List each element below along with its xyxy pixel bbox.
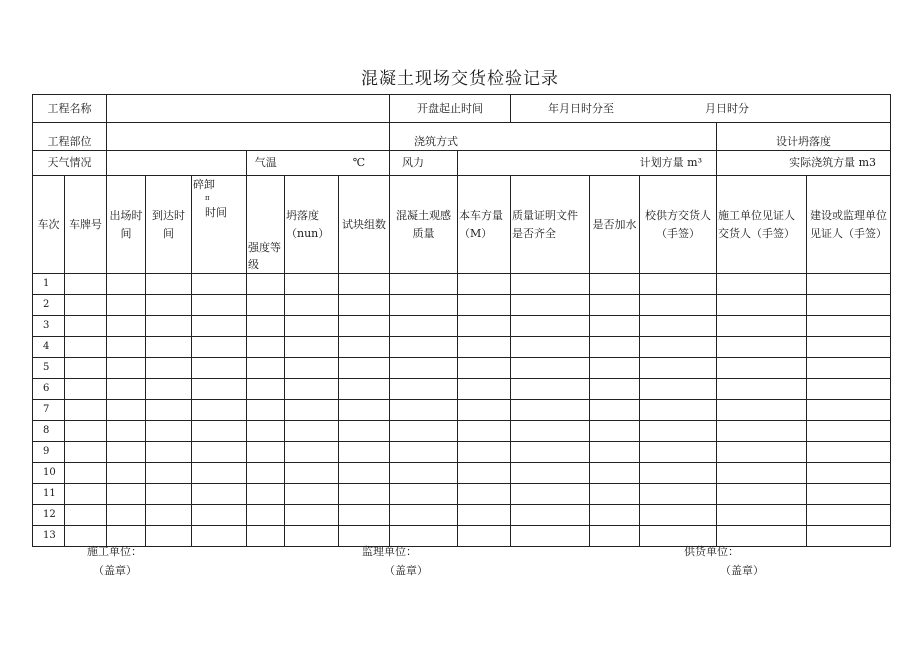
pour-method-label: 浇筑方式: [390, 123, 717, 151]
table-cell[interactable]: [146, 274, 192, 295]
col-test-groups: 试块组数: [339, 176, 390, 274]
table-cell[interactable]: [640, 295, 717, 316]
info-row-part: [33, 123, 891, 151]
table-cell[interactable]: [511, 358, 590, 379]
table-cell[interactable]: [390, 358, 458, 379]
table-cell[interactable]: [339, 400, 390, 421]
table-row: [33, 484, 891, 505]
col-unload-line3: 时间: [205, 205, 227, 219]
table-cell[interactable]: [107, 379, 146, 400]
table-row: [33, 505, 891, 526]
table-cell[interactable]: [807, 379, 891, 400]
table-cell[interactable]: [192, 421, 247, 442]
table-cell[interactable]: [107, 442, 146, 463]
table-cell[interactable]: [640, 274, 717, 295]
table-cell[interactable]: [590, 295, 640, 316]
table-cell[interactable]: [458, 526, 511, 547]
table-row: [33, 463, 891, 484]
table-cell[interactable]: [146, 526, 192, 547]
table-cell[interactable]: [285, 505, 339, 526]
table-cell[interactable]: [717, 463, 807, 484]
table-cell[interactable]: [65, 400, 107, 421]
table-cell[interactable]: [107, 484, 146, 505]
table-cell[interactable]: [285, 484, 339, 505]
table-cell[interactable]: [339, 505, 390, 526]
row-number: 4: [33, 337, 65, 358]
table-cell[interactable]: [590, 526, 640, 547]
table-cell[interactable]: [390, 400, 458, 421]
footer-construction-unit: 施工单位：: [87, 545, 142, 558]
footer-construction-seal: （盖章）: [93, 564, 137, 577]
table-cell[interactable]: [107, 400, 146, 421]
table-cell[interactable]: [247, 337, 285, 358]
table-cell[interactable]: [458, 316, 511, 337]
col-truck-volume: 本车方量（M）: [458, 176, 511, 274]
table-cell[interactable]: [146, 337, 192, 358]
table-cell[interactable]: [247, 442, 285, 463]
table-cell[interactable]: [192, 442, 247, 463]
table-cell[interactable]: [339, 484, 390, 505]
table-row: [33, 400, 891, 421]
row-number: 9: [33, 442, 65, 463]
wind-label: 风力: [390, 151, 458, 176]
table-cell[interactable]: [511, 337, 590, 358]
table-cell[interactable]: [339, 337, 390, 358]
table-cell[interactable]: [390, 337, 458, 358]
table-cell[interactable]: [339, 463, 390, 484]
table-row: [33, 526, 891, 547]
table-cell[interactable]: [65, 442, 107, 463]
table-cell[interactable]: [717, 442, 807, 463]
table-cell[interactable]: [717, 337, 807, 358]
col-unload: [192, 176, 247, 274]
page-title: 混凝土现场交货检验记录: [361, 69, 559, 89]
table-cell[interactable]: [458, 421, 511, 442]
info-row-weather: [33, 151, 891, 176]
table-cell[interactable]: [640, 484, 717, 505]
col-supervisor-sign: 建设或监理单位见证人（手签）: [807, 176, 891, 274]
table-cell[interactable]: [146, 421, 192, 442]
table-cell[interactable]: [807, 400, 891, 421]
table-row: [33, 442, 891, 463]
table-cell[interactable]: [247, 379, 285, 400]
row-number: 3: [33, 316, 65, 337]
table-cell[interactable]: [339, 316, 390, 337]
table-cell[interactable]: [192, 400, 247, 421]
table-cell[interactable]: [65, 295, 107, 316]
table-cell[interactable]: [192, 526, 247, 547]
row-number: 8: [33, 421, 65, 442]
table-cell[interactable]: [511, 505, 590, 526]
table-cell[interactable]: [511, 421, 590, 442]
start-time-from: 年月日时分至: [548, 101, 614, 115]
table-cell[interactable]: [458, 379, 511, 400]
data-rows: [33, 274, 891, 547]
table-cell[interactable]: [511, 463, 590, 484]
table-cell[interactable]: [65, 358, 107, 379]
table-cell[interactable]: [807, 358, 891, 379]
table-cell[interactable]: [107, 316, 146, 337]
col-supplier-sign: 校供方交货人（手签）: [640, 176, 717, 274]
table-cell[interactable]: [717, 274, 807, 295]
project-name-label: 工程名称: [33, 95, 107, 123]
col-depart: 出场时间: [107, 176, 146, 274]
table-cell[interactable]: [192, 379, 247, 400]
col-unload-line2: π: [205, 194, 210, 203]
start-time-label: 开盘起止时间: [390, 95, 511, 123]
table-cell[interactable]: [65, 274, 107, 295]
row-number: 5: [33, 358, 65, 379]
table-cell[interactable]: [285, 379, 339, 400]
table-cell[interactable]: [511, 274, 590, 295]
table-cell[interactable]: [285, 337, 339, 358]
column-header-row: [33, 176, 891, 274]
table-row: [33, 316, 891, 337]
table-cell[interactable]: [640, 463, 717, 484]
table-cell[interactable]: [717, 484, 807, 505]
table-cell[interactable]: [65, 463, 107, 484]
table-cell[interactable]: [146, 505, 192, 526]
table-row: [33, 358, 891, 379]
col-plate: 车牌号: [65, 176, 107, 274]
project-name-field[interactable]: [107, 95, 390, 123]
table-cell[interactable]: [511, 442, 590, 463]
table-cell[interactable]: [247, 274, 285, 295]
table-cell[interactable]: [339, 295, 390, 316]
table-cell[interactable]: [717, 295, 807, 316]
table-cell[interactable]: [640, 442, 717, 463]
table-cell[interactable]: [511, 295, 590, 316]
table-cell[interactable]: [807, 526, 891, 547]
weather-field[interactable]: [107, 151, 247, 176]
table-cell[interactable]: [65, 421, 107, 442]
table-cell[interactable]: [65, 484, 107, 505]
table-cell[interactable]: [107, 505, 146, 526]
row-number: 11: [33, 484, 65, 505]
table-cell[interactable]: [390, 421, 458, 442]
table-cell[interactable]: [590, 274, 640, 295]
col-strength: 强度等级: [247, 176, 285, 274]
table-cell[interactable]: [285, 400, 339, 421]
table-cell[interactable]: [458, 463, 511, 484]
table-cell[interactable]: [390, 379, 458, 400]
temp-label: 气温: [247, 151, 285, 176]
table-cell[interactable]: [107, 358, 146, 379]
row-number: 6: [33, 379, 65, 400]
table-cell[interactable]: [65, 379, 107, 400]
table-cell[interactable]: [807, 442, 891, 463]
table-cell[interactable]: [590, 337, 640, 358]
table-cell[interactable]: [390, 505, 458, 526]
table-cell[interactable]: [717, 400, 807, 421]
table-cell[interactable]: [390, 484, 458, 505]
table-cell[interactable]: [511, 484, 590, 505]
table-cell[interactable]: [192, 295, 247, 316]
table-cell[interactable]: [511, 316, 590, 337]
table-cell[interactable]: [807, 337, 891, 358]
table-cell[interactable]: [192, 505, 247, 526]
table-cell[interactable]: [590, 358, 640, 379]
table-cell[interactable]: [247, 316, 285, 337]
footer-supervision-unit: 监理单位：: [362, 545, 417, 558]
table-cell[interactable]: [285, 463, 339, 484]
table-cell[interactable]: [107, 295, 146, 316]
row-number: 7: [33, 400, 65, 421]
table-cell[interactable]: [146, 295, 192, 316]
table-cell[interactable]: [65, 337, 107, 358]
table-cell[interactable]: [247, 295, 285, 316]
table-cell[interactable]: [390, 274, 458, 295]
table-cell[interactable]: [107, 274, 146, 295]
table-cell[interactable]: [247, 505, 285, 526]
table-cell[interactable]: [247, 421, 285, 442]
table-cell[interactable]: [285, 442, 339, 463]
col-car-no: 车次: [33, 176, 65, 274]
footer-supervision-seal: （盖章）: [384, 564, 428, 577]
table-cell[interactable]: [458, 337, 511, 358]
table-cell[interactable]: [107, 463, 146, 484]
table-cell[interactable]: [192, 274, 247, 295]
table-cell[interactable]: [717, 505, 807, 526]
table-cell[interactable]: [807, 463, 891, 484]
table-cell[interactable]: [285, 358, 339, 379]
table-cell[interactable]: [247, 526, 285, 547]
table-cell[interactable]: [640, 379, 717, 400]
project-part-field[interactable]: [107, 123, 390, 151]
table-cell[interactable]: [717, 421, 807, 442]
table-cell[interactable]: [590, 463, 640, 484]
footer-supplier-seal: （盖章）: [720, 564, 764, 577]
info-row-project: [33, 95, 891, 123]
table-cell[interactable]: [192, 463, 247, 484]
col-slump: 坍落度（nun）: [285, 176, 339, 274]
table-cell[interactable]: [717, 379, 807, 400]
col-arrive: 到达时间: [146, 176, 192, 274]
table-cell[interactable]: [807, 316, 891, 337]
row-number: 12: [33, 505, 65, 526]
plan-volume-label: 计划方量 m³: [458, 151, 717, 176]
table-cell[interactable]: [192, 484, 247, 505]
table-cell[interactable]: [65, 316, 107, 337]
table-cell[interactable]: [807, 295, 891, 316]
table-cell[interactable]: [285, 421, 339, 442]
table-cell[interactable]: [146, 316, 192, 337]
table-cell[interactable]: [285, 295, 339, 316]
table-cell[interactable]: [247, 358, 285, 379]
table-cell[interactable]: [339, 442, 390, 463]
table-cell[interactable]: [511, 526, 590, 547]
table-cell[interactable]: [590, 400, 640, 421]
table-cell[interactable]: [192, 316, 247, 337]
col-unload-line1: 碎卸: [193, 178, 215, 191]
table-cell[interactable]: [511, 379, 590, 400]
start-time-to: 月日时分: [705, 101, 750, 115]
table-cell[interactable]: [390, 442, 458, 463]
table-cell[interactable]: [458, 358, 511, 379]
table-cell[interactable]: [390, 295, 458, 316]
table-cell[interactable]: [458, 295, 511, 316]
col-water: 是否加水: [590, 176, 640, 274]
table-cell[interactable]: [107, 421, 146, 442]
table-row: [33, 337, 891, 358]
row-number: 13: [33, 526, 65, 547]
actual-volume-label: 实际浇筑方量 m3: [717, 151, 891, 176]
row-number: 1: [33, 274, 65, 295]
table-cell[interactable]: [590, 421, 640, 442]
row-number: 10: [33, 463, 65, 484]
table-cell[interactable]: [247, 484, 285, 505]
table-cell[interactable]: [640, 316, 717, 337]
table-cell[interactable]: [247, 400, 285, 421]
table-cell[interactable]: [285, 526, 339, 547]
table-cell[interactable]: [339, 358, 390, 379]
table-cell[interactable]: [807, 421, 891, 442]
weather-label: 天气情况: [33, 151, 107, 176]
table-cell[interactable]: [192, 337, 247, 358]
temp-unit: ℃: [285, 151, 390, 176]
table-row: [33, 274, 891, 295]
start-time-field[interactable]: [511, 95, 891, 123]
table-cell[interactable]: [511, 400, 590, 421]
table-cell[interactable]: [390, 463, 458, 484]
table-cell[interactable]: [146, 463, 192, 484]
footer-supplier-unit: 供货单位：: [684, 545, 739, 558]
table-cell[interactable]: [640, 337, 717, 358]
table-cell[interactable]: [458, 505, 511, 526]
table-cell[interactable]: [192, 358, 247, 379]
table-cell[interactable]: [640, 421, 717, 442]
table-cell[interactable]: [640, 358, 717, 379]
table-cell[interactable]: [590, 442, 640, 463]
table-cell[interactable]: [285, 316, 339, 337]
table-cell[interactable]: [458, 274, 511, 295]
table-cell[interactable]: [640, 505, 717, 526]
table-cell[interactable]: [458, 484, 511, 505]
table-cell[interactable]: [640, 400, 717, 421]
table-cell[interactable]: [590, 316, 640, 337]
table-cell[interactable]: [146, 484, 192, 505]
table-cell[interactable]: [807, 484, 891, 505]
table-cell[interactable]: [458, 442, 511, 463]
table-cell[interactable]: [590, 505, 640, 526]
table-row: [33, 379, 891, 400]
col-documents: 质量证明文件是否齐全: [511, 176, 590, 274]
table-cell[interactable]: [339, 379, 390, 400]
table-cell[interactable]: [590, 484, 640, 505]
table-cell[interactable]: [146, 358, 192, 379]
table-cell[interactable]: [339, 274, 390, 295]
project-part-label: 工程部位: [33, 123, 107, 151]
table-cell[interactable]: [807, 274, 891, 295]
table-row: [33, 421, 891, 442]
table-cell[interactable]: [146, 379, 192, 400]
table-cell[interactable]: [65, 505, 107, 526]
row-number: 2: [33, 295, 65, 316]
table-cell[interactable]: [590, 379, 640, 400]
table-cell[interactable]: [247, 463, 285, 484]
table-cell[interactable]: [807, 505, 891, 526]
col-quality: 混凝土观感质量: [390, 176, 458, 274]
design-slump-label: 设计坍落度: [717, 123, 891, 151]
table-cell[interactable]: [339, 421, 390, 442]
table-cell[interactable]: [107, 337, 146, 358]
table-cell[interactable]: [146, 442, 192, 463]
inspection-table: [32, 94, 891, 547]
table-cell[interactable]: [717, 358, 807, 379]
table-cell[interactable]: [390, 316, 458, 337]
table-cell[interactable]: [285, 274, 339, 295]
table-cell[interactable]: [146, 400, 192, 421]
table-cell[interactable]: [717, 316, 807, 337]
table-cell[interactable]: [458, 400, 511, 421]
table-row: [33, 295, 891, 316]
col-contractor-sign: 施工单位见证人交货人（手签）: [717, 176, 807, 274]
